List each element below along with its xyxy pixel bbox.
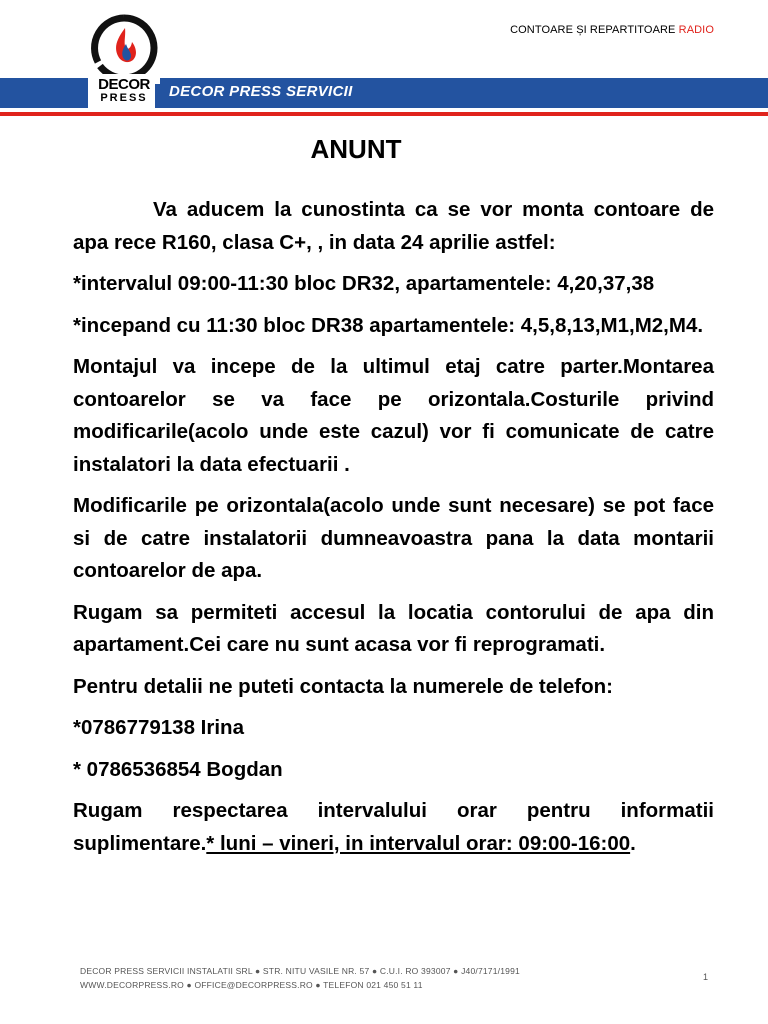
paragraph-modificari: Modificarile pe orizontala(acolo unde sunt necesare) se pot face si de catre instalatorii dumneavoastra pana la data montarii contoarelor de apa.	[73, 494, 714, 582]
company-bar	[155, 78, 768, 108]
page-number: 1	[702, 972, 708, 982]
page-footer	[80, 964, 520, 992]
paragraph-contact: Pentru detalii ne puteti contacta la numerele de telefon:	[73, 674, 613, 698]
logo-text-top: DECOR	[98, 76, 150, 93]
phone-irina: *0786779138 Irina	[73, 716, 244, 739]
logo-text-bottom: PRESS	[100, 92, 148, 104]
paragraph-interval-dr38: *incepand cu 11:30 bloc DR38 apartamentele: 4,5,8,13,M1,M2,M4.	[73, 313, 704, 337]
paragraph-acces: Rugam sa permiteti accesul la locatia contorului de apa din apartament.Cei care nu sunt acasa vor fi reprogramati.	[73, 600, 714, 656]
paragraph-montaj: Montajul va incepe de la ultimul etaj catre parter.Montarea contoarelor se va face pe orizontala.Costurile privind modificarile(acolo unde este cazul) vor fi comunicate de catre instalatori la data efectuarii .	[73, 355, 714, 476]
program-text: Rugam respectarea intervalului orar pentru informatii suplimentare.	[73, 799, 714, 855]
program-hours: * luni – vineri, in intervalul orar: 09:00-16:00	[206, 831, 631, 855]
program-end: .	[630, 831, 636, 855]
tagline-accent: RADIO	[678, 24, 714, 36]
document-title: ANUNT	[310, 134, 402, 164]
paragraph-intro: Va aducem la cunostinta ca se vor monta contoare de apa rece R160, clasa C+, , in data 24 aprilie astfel:	[73, 198, 714, 254]
paragraph-program	[73, 795, 714, 860]
header-tagline	[510, 24, 714, 36]
phone-bogdan: * 0786536854 Bogdan	[73, 757, 283, 781]
logo-wordmark	[88, 78, 160, 104]
footer-contact-details: WWW.DECORPRESS.RO ● OFFICE@DECORPRESS.RO ● TELEFON 021 450 51 11	[80, 980, 423, 990]
document-body	[73, 194, 714, 869]
paragraph-interval-dr32: *intervalul 09:00-11:30 bloc DR32, apartamentele: 4,20,37,38	[73, 272, 655, 295]
tagline-main: CONTOARE ȘI REPARTITOARE	[510, 24, 676, 36]
header-divider	[0, 112, 768, 116]
footer-company-details: DECOR PRESS SERVICII INSTALATII SRL ● STR. NITU VASILE NR. 57 ● C.U.I. RO 393007 ● J40/7171/1991	[80, 966, 520, 976]
company-logo	[88, 14, 160, 110]
logo-flame-icon	[88, 14, 160, 84]
brand-bar-left	[0, 78, 88, 108]
company-name: DECOR PRESS SERVICII	[169, 83, 353, 100]
